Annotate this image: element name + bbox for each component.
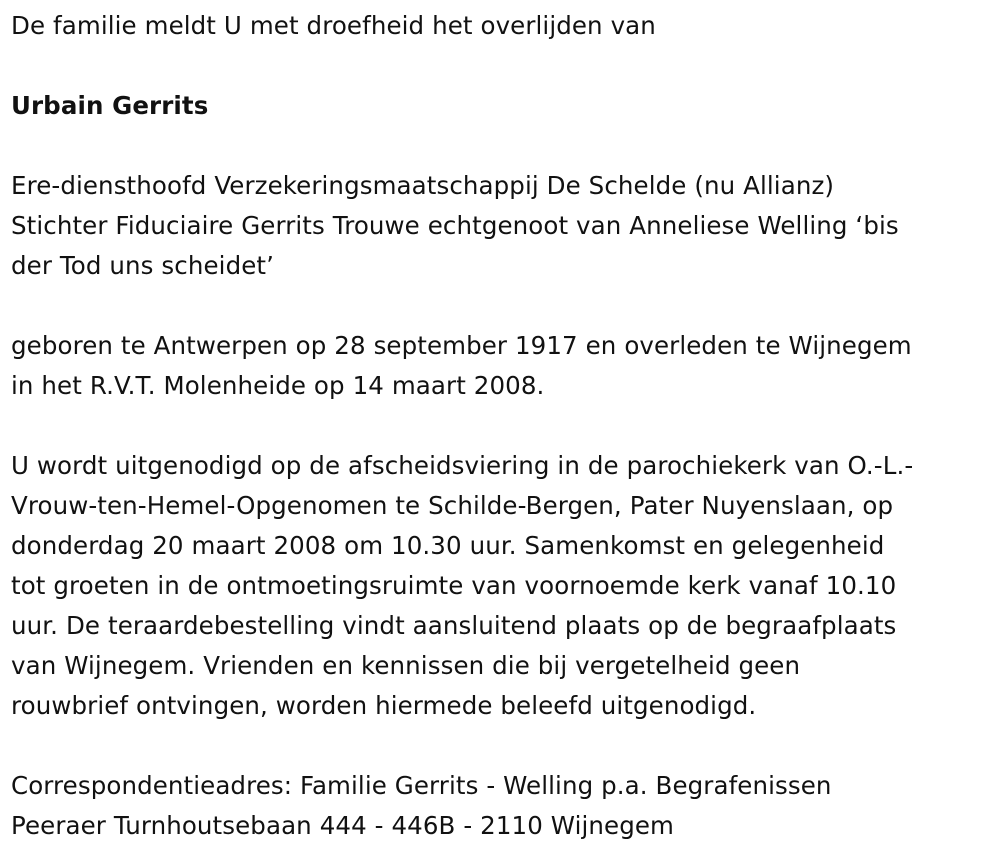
correspondence-address: Correspondentieadres: Familie Gerrits - Welling p.a. Begrafenissen Peeraer Turnhoutsebaan 444 - 446B - 2110 Wijnegem [11, 771, 832, 840]
deceased-name: Urbain Gerrits [11, 91, 209, 120]
roles-text: Ere-diensthoofd Verzekeringsmaatschappij De Schelde (nu Allianz) Stichter Fiduciaire Gerrits Trouwe echtgenoot van Anneliese Welling ‘bis der Tod uns scheidet’ [11, 171, 899, 280]
ceremony-text: U wordt uitgenodigd op de afscheidsviering in de parochiekerk van O.-L.- Vrouw-ten-Hemel-Opgenomen te Schilde-Bergen, Pater Nuyenslaan, op donderdag 20 maart 2008 om 10.30 uur. Samenkomst en gelegenheid tot groeten in de ontmoetingsruimte van voornoemde kerk vanaf 10.10 uur. De teraardebestelling vindt aansluitend plaats op de begraafplaats van Wijnegem. Vrienden en kennissen die bij vergetelheid geen rouwbrief ontvingen, worden hiermede beleefd uitgenodigd. [11, 451, 914, 720]
birth-death-text: geboren te Antwerpen op 28 september 1917 en overleden te Wijnegem in het R.V.T. Molenheide op 14 maart 2008. [11, 331, 912, 400]
intro-text: De familie meldt U met droefheid het overlijden van [11, 11, 656, 40]
